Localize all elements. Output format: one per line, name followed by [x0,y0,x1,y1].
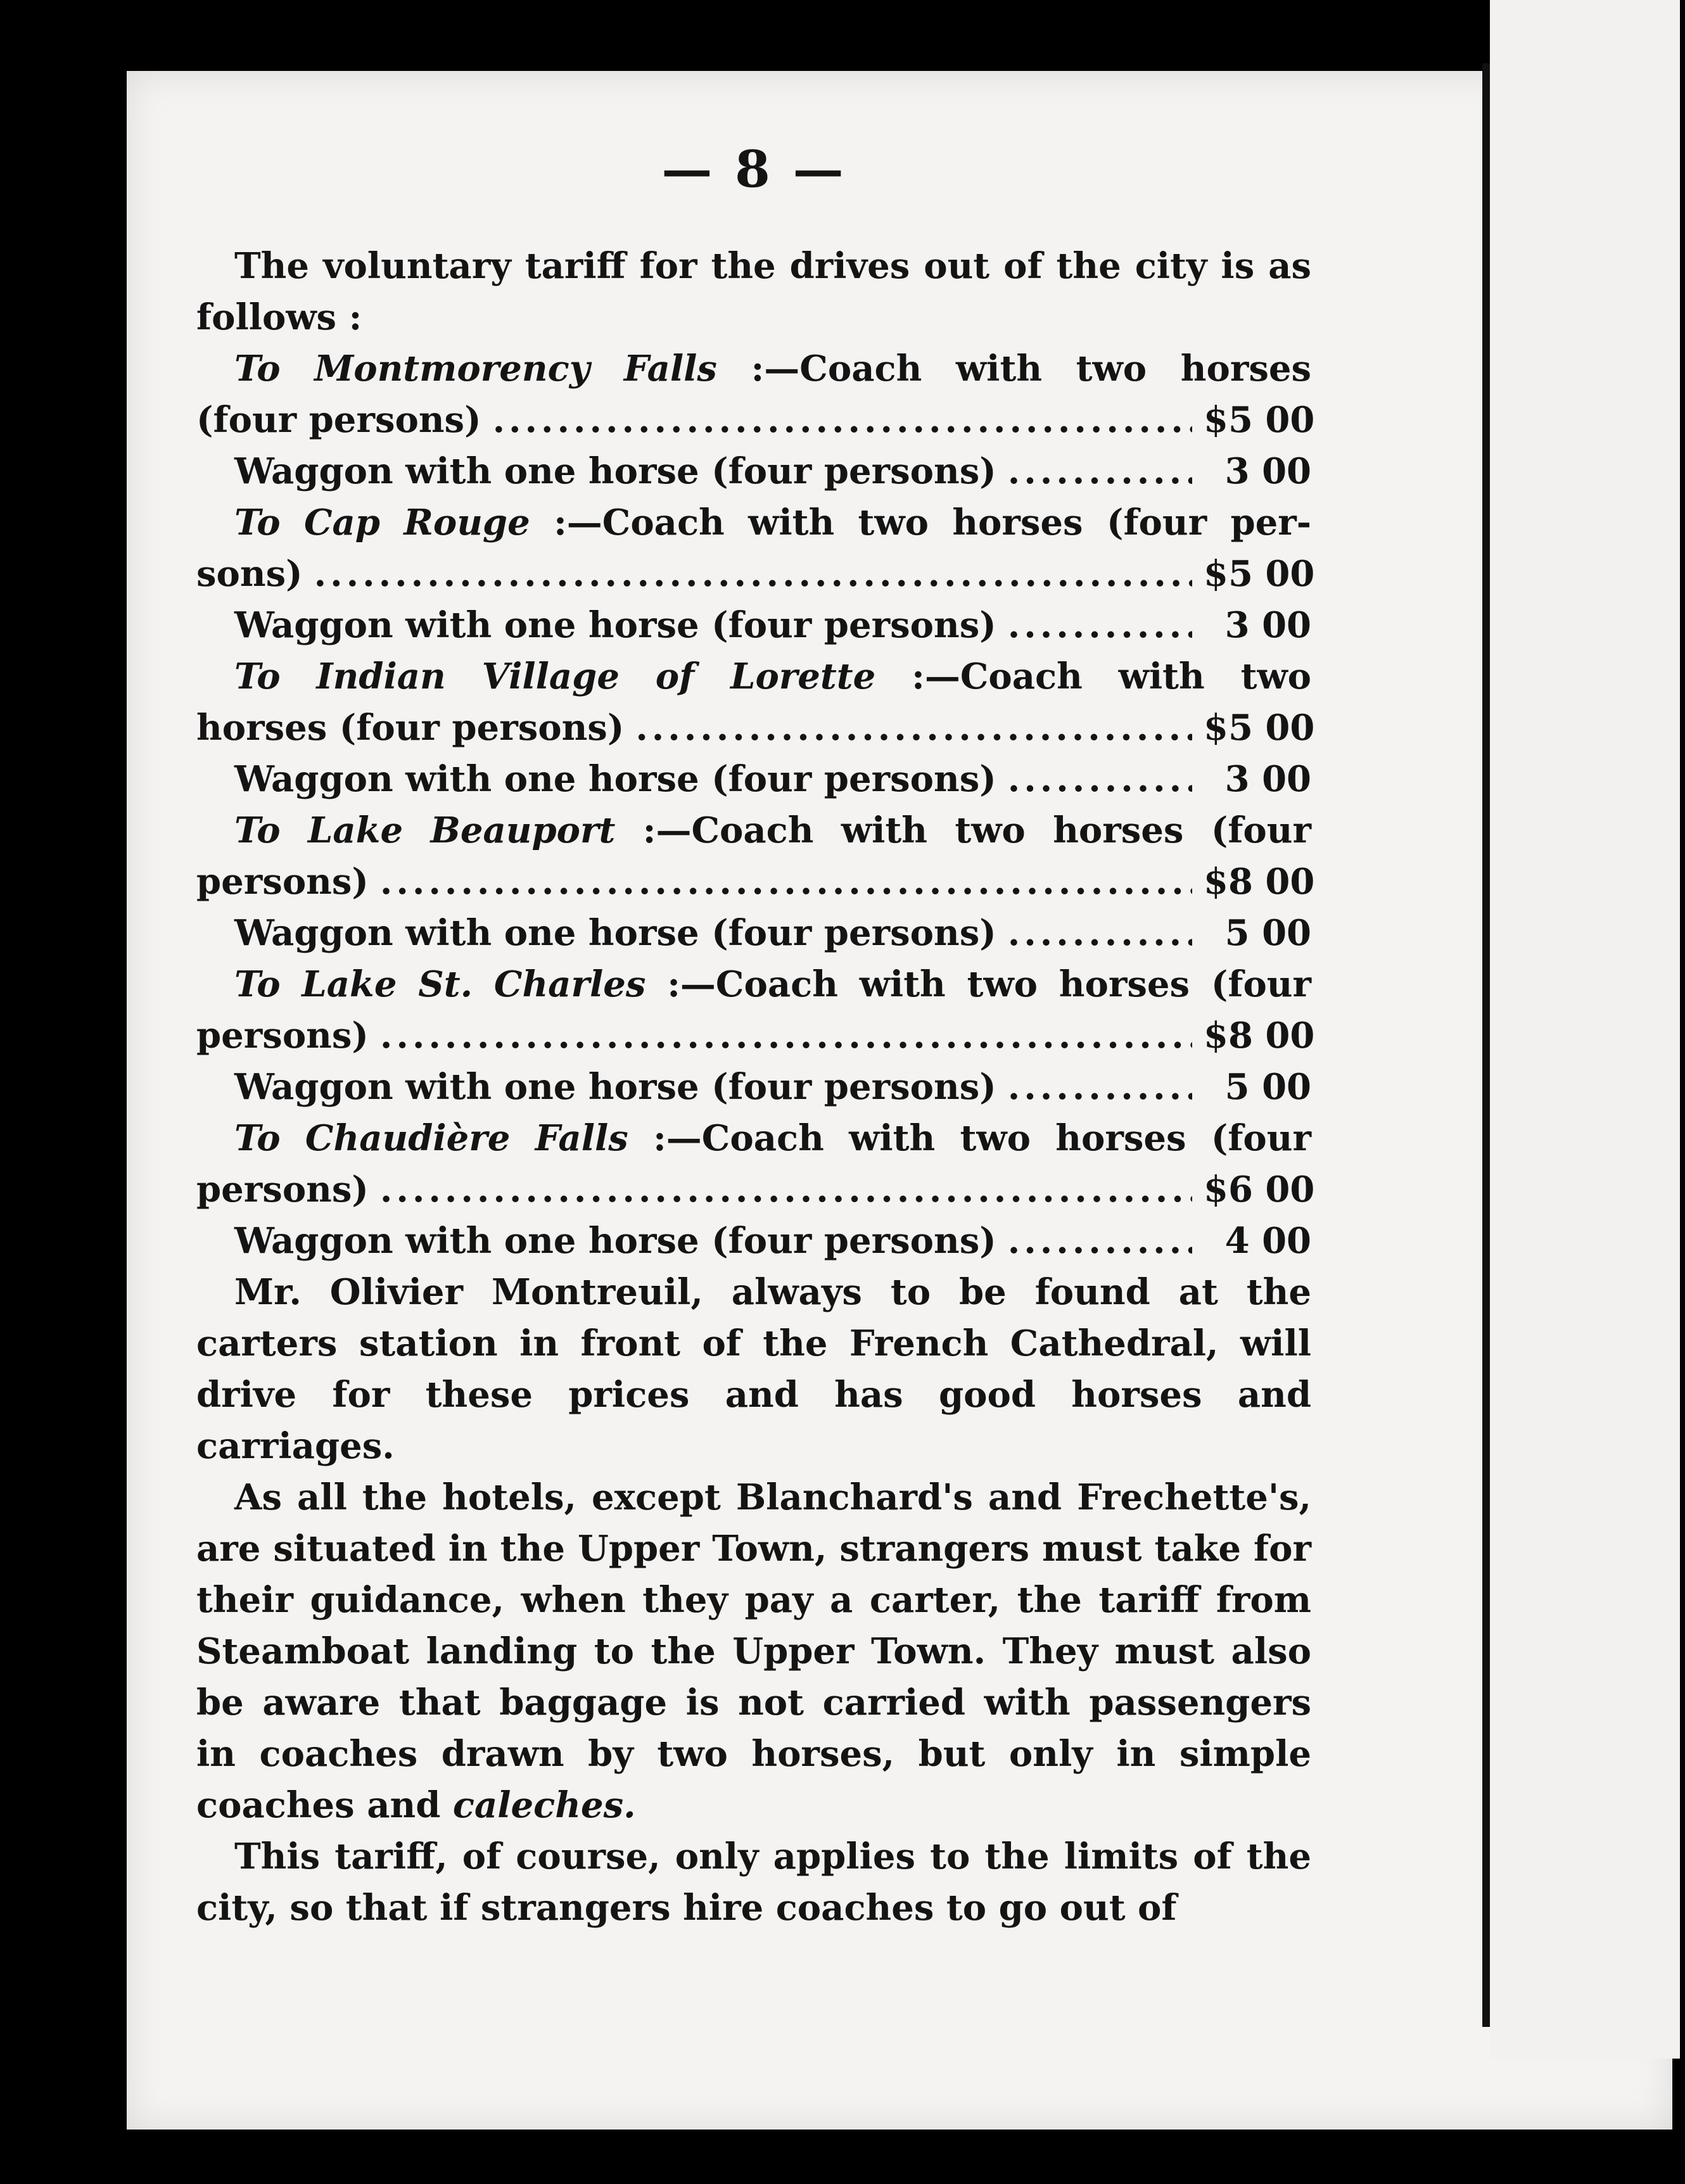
coach-description: :—Coach with two [912,656,1312,697]
page-number: — 8 — [661,139,846,199]
hotels-paragraph [196,1472,1311,1831]
coach-description: :—Coach with two horses (four [653,1117,1311,1159]
coach-description: :—Coach with two horses [751,348,1312,390]
tariff-entry-cap-rouge [196,497,1315,651]
montreuil-paragraph: Mr. Olivier Montreuil, always to be found at the carters station in front of the French Cathedral, will drive for these prices and has good horses and carriages. [196,1271,1311,1467]
destination-name: To Chaudière Falls [234,1117,628,1159]
waggon-description: Waggon with one horse (four persons) [234,1066,996,1108]
coach-price: $5 00 [1204,707,1315,749]
tariff-entry-lake-st-charles [196,959,1315,1113]
coach-description-cont: sons) [196,553,303,595]
coach-description-cont: horses (four persons) [196,707,625,749]
tariff-list [196,343,1315,1267]
page-body [196,241,1315,1934]
intro-paragraph: The voluntary tariff for the drives out of the city is as follows : [196,245,1311,338]
destination-heading [196,1113,1311,1164]
coach-price: $5 00 [1204,399,1315,441]
waggon-price-row [196,600,1311,651]
coach-description: :—Coach with two horses (four [642,809,1312,851]
waggon-description: Waggon with one horse (four persons) [234,912,996,954]
coach-description: :—Coach with two horses (four [667,963,1312,1005]
facing-page-strip [1490,0,1680,2059]
caleches-word: caleches. [452,1784,636,1826]
page-fold-edge [1482,63,1490,2027]
coach-price-row [196,856,1315,908]
waggon-price: 5 00 [1224,912,1311,954]
coach-price: $8 00 [1204,861,1315,903]
waggon-description: Waggon with one horse (four persons) [234,758,996,800]
waggon-price: 3 00 [1224,450,1311,492]
hotels-text: As all the hotels, except Blanchard's and Frechette's, are situated in the Upper Town, strangers must take for their guidance, when they pay a carter, the tariff from Steamboat landing to the Upper Town. They must also be aware that baggage is not carried with passengers in coaches drawn by two horses, but only in simple coaches and [196,1476,1311,1826]
destination-name: To Lake St. Charles [234,963,646,1005]
tariff-entry-chaudiere-falls [196,1113,1315,1267]
destination-name: To Montmorency Falls [234,348,717,390]
destination-heading [196,651,1311,702]
waggon-price-row [196,446,1311,497]
tariff-entry-lorette [196,651,1315,805]
waggon-price: 3 00 [1224,758,1311,800]
destination-name: To Indian Village of Lorette [234,656,876,697]
waggon-price-row [196,908,1311,959]
waggon-price-row [196,1216,1311,1267]
coach-description-cont: persons) [196,861,369,903]
destination-heading [196,805,1311,856]
coach-description-cont: persons) [196,1169,369,1210]
destination-name: To Cap Rouge [234,502,530,543]
waggon-price: 5 00 [1224,1066,1311,1108]
waggon-description: Waggon with one horse (four persons) [234,450,996,492]
tariff-entry-montmorency [196,343,1315,497]
coach-price: $8 00 [1204,1015,1315,1057]
destination-heading [196,959,1311,1010]
waggon-description: Waggon with one horse (four persons) [234,1220,996,1262]
destination-name: To Lake Beauport [234,809,616,851]
coach-description: :—Coach with two horses (four per- [554,502,1311,543]
coach-price-row [196,549,1315,600]
coach-price-row [196,395,1315,446]
coach-price: $6 00 [1204,1169,1315,1210]
waggon-price: 4 00 [1224,1220,1311,1262]
tariff-limits-paragraph: This tariff, of course, only applies to the limits of the city, so that if strangers hire coaches to go out of [196,1836,1311,1929]
coach-price-row [196,1010,1315,1062]
tariff-entry-lake-beauport [196,805,1315,959]
waggon-price-row [196,754,1311,805]
destination-heading [196,497,1311,549]
coach-description-cont: persons) [196,1015,369,1057]
coach-price-row [196,1164,1315,1216]
waggon-price: 3 00 [1224,604,1311,646]
waggon-description: Waggon with one horse (four persons) [234,604,996,646]
coach-description-cont: (four persons) [196,399,481,441]
coach-price-row [196,702,1315,754]
waggon-price-row [196,1062,1311,1113]
coach-price: $5 00 [1204,553,1315,595]
destination-heading [196,343,1311,395]
